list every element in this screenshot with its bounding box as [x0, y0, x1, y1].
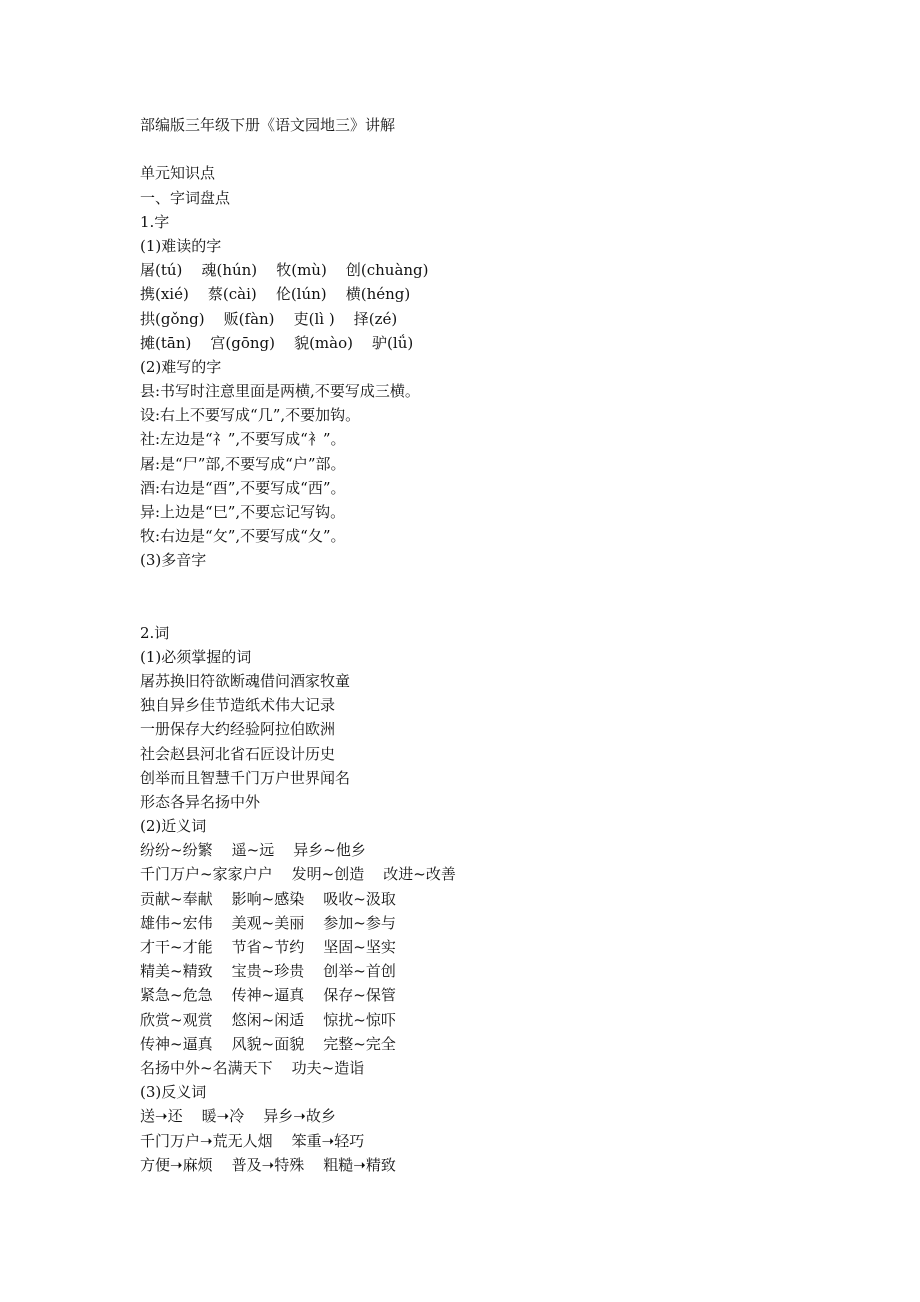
hard-write-heading: (2)难写的字: [140, 357, 222, 376]
must-master-line: 创举而且智慧千门万户世界闻名: [140, 768, 351, 787]
hard-read-line: 摊(tān) 宫(gōng) 貌(mào) 驴(lǘ): [140, 333, 414, 352]
polyphone-heading: (3)多音字: [140, 551, 207, 570]
document-body: [140, 113, 860, 1177]
section-heading: 单元知识点: [140, 164, 216, 183]
characters-heading: 1.字: [140, 212, 170, 231]
hard-write-line: 设:右上不要写成“几”,不要加钩。: [140, 406, 361, 425]
antonym-line: 送➝还 暖➝冷 异乡➝故乡: [140, 1107, 336, 1126]
must-master-line: 独自异乡佳节造纸术伟大记录: [140, 696, 336, 715]
synonym-line: 欣赏~观赏 悠闲~闲适 惊扰~惊吓: [140, 1010, 396, 1029]
must-master-line: 形态各异名扬中外: [140, 792, 261, 811]
synonym-line: 紧急~危急 传神~逼真 保存~保管: [140, 986, 396, 1005]
hard-write-line: 酒:右边是“酉”,不要写成“西”。: [140, 478, 346, 497]
antonym-line: 方便➝麻烦 普及➝特殊 粗糙➝精致: [140, 1155, 396, 1174]
must-master-line: 屠苏换旧符欲断魂借问酒家牧童: [140, 671, 351, 690]
hard-write-line: 县:书写时注意里面是两横,不要写成三横。: [140, 382, 420, 401]
synonym-line: 纷纷~纷繁 遥~远 异乡~他乡: [140, 841, 366, 860]
antonym-line: 千门万户➝荒无人烟 笨重➝轻巧: [140, 1131, 365, 1150]
hard-read-line: 携(xié) 蔡(cài) 伦(lún) 横(héng): [140, 285, 411, 304]
synonym-line: 雄伟~宏伟 美观~美丽 参加~参与: [140, 913, 396, 932]
words-heading: 2.词: [140, 623, 170, 642]
hard-write-line: 牧:右边是“攵”,不要写成“夂”。: [140, 527, 346, 546]
hard-write-line: 异:上边是“巳”,不要忘记写钩。: [140, 503, 346, 521]
spacer: [140, 573, 860, 621]
hard-read-heading: (1)难读的字: [140, 236, 222, 255]
hard-write-line: 社:左边是“礻”,不要写成“衤”。: [140, 430, 346, 449]
hard-write-line: 屠:是“尸”部,不要写成“户”部。: [140, 454, 346, 473]
synonym-line: 名扬中外~名满天下 功夫~造诣: [140, 1058, 365, 1077]
part-one-heading: 一、字词盘点: [140, 188, 231, 207]
synonym-line: 精美~精致 宝贵~珍贵 创举~首创: [140, 962, 396, 981]
must-master-heading: (1)必须掌握的词: [140, 647, 252, 666]
spacer: [140, 137, 860, 161]
must-master-line: 一册保存大约经验阿拉伯欧洲: [140, 720, 336, 739]
hard-read-line: 屠(tú) 魂(hún) 牧(mù) 创(chuàng): [140, 261, 429, 280]
document-title: 部编版三年级下册《语文园地三》讲解: [140, 116, 396, 134]
synonym-line: 千门万户~家家户户 发明~创造 改进~改善: [140, 865, 456, 884]
synonym-heading: (2)近义词: [140, 817, 207, 836]
antonym-heading: (3)反义词: [140, 1083, 207, 1102]
hard-read-line: 拱(gǒng) 贩(fàn) 吏(lì ) 择(zé): [140, 309, 398, 328]
synonym-line: 才干~才能 节省~节约 坚固~坚实: [140, 938, 396, 956]
synonym-line: 贡献~奉献 影响~感染 吸收~汲取: [140, 889, 396, 908]
synonym-line: 传神~逼真 风貌~面貌 完整~完全: [140, 1034, 396, 1053]
must-master-line: 社会赵县河北省石匠设计历史: [140, 744, 336, 763]
